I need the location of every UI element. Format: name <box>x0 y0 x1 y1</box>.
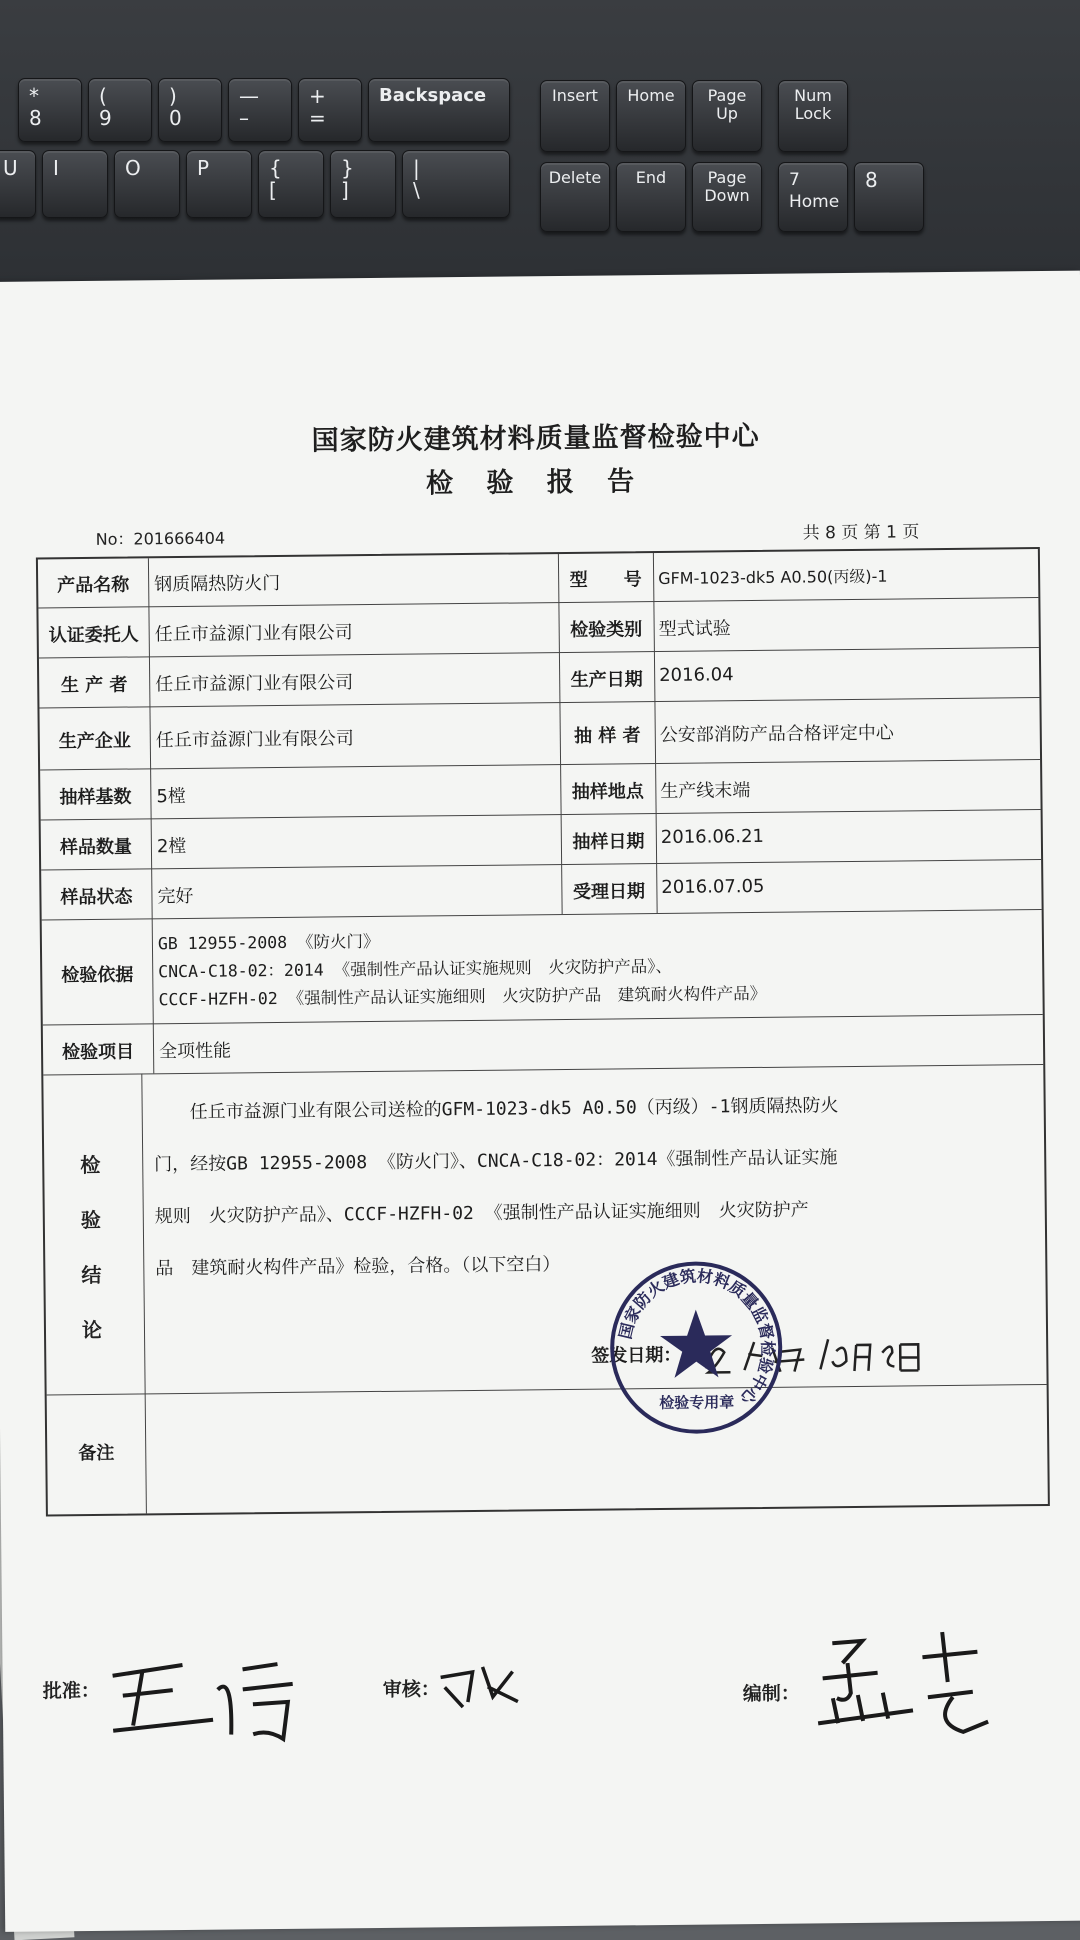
product-name-value: 钢质隔热防火门 <box>154 572 281 596</box>
report-title: 检 验 报 告 <box>425 466 647 500</box>
key-insert[interactable]: Insert <box>540 80 610 152</box>
approve-signature <box>102 1634 323 1746</box>
compile-label: 编制： <box>742 1682 800 1706</box>
prod-date-value: 2016.04 <box>659 664 734 686</box>
factory-value: 任丘市益源门业有限公司 <box>155 728 354 752</box>
key-home[interactable]: Home <box>616 80 686 152</box>
key-i[interactable]: I <box>42 150 108 218</box>
key-p[interactable]: P <box>186 150 252 218</box>
sample-place-value: 生产线末端 <box>660 780 751 802</box>
items-label: 检验项目 <box>61 1041 135 1064</box>
sample-state-value: 完好 <box>157 885 194 908</box>
inspection-report-paper <box>0 271 1080 1932</box>
sample-qty-value: 2樘 <box>156 835 187 858</box>
review-signature <box>432 1656 523 1717</box>
key-delete[interactable]: Delete <box>540 162 610 232</box>
page-info: 共 8 页 第 1 页 <box>802 522 920 544</box>
sample-place-label: 抽样地点 <box>571 781 644 803</box>
key-plus[interactable]: + = <box>298 78 362 142</box>
key-pipe[interactable]: | \ <box>402 150 510 218</box>
product-name-label: 产品名称 <box>57 574 130 597</box>
key-8[interactable]: * 8 <box>18 78 82 142</box>
key-9[interactable]: ( 9 <box>88 78 152 142</box>
keyboard <box>0 0 1080 310</box>
model-label: 型 号 <box>569 569 642 591</box>
remarks-label: 备注 <box>78 1442 115 1465</box>
svg-text:国家防火建筑材料质量监督检验中心: 国家防火建筑材料质量监督检验中心 <box>615 1266 778 1409</box>
conclusion-label-char-4: 论 <box>81 1317 103 1343</box>
conclusion-label-char-3: 结 <box>81 1262 102 1288</box>
producer-label: 生 产 者 <box>60 674 128 697</box>
prod-date-label: 生产日期 <box>570 669 643 691</box>
sample-date-value: 2016.06.21 <box>660 825 765 848</box>
key-o[interactable]: O <box>114 150 180 218</box>
basis-line-1: GB 12955-2008 《防火门》 <box>157 931 380 954</box>
sample-date-label: 抽样日期 <box>572 831 645 853</box>
key-end[interactable]: End <box>616 162 686 232</box>
sample-qty-label: 样品数量 <box>59 836 133 859</box>
test-type-value: 型式试验 <box>658 618 731 640</box>
key-page-up[interactable]: Page Up <box>692 80 762 152</box>
accept-date-value: 2016.07.05 <box>661 875 765 898</box>
key-left-brace[interactable]: { [ <box>258 150 324 218</box>
sample-base-label: 抽样基数 <box>59 786 132 809</box>
key-numpad-8[interactable]: 8 <box>854 162 924 232</box>
basis-line-3: CCCF-HZFH-02 《强制性产品认证实施细则 火灾防护产品 建筑耐火构件产品》 <box>158 983 767 1010</box>
key-page-down[interactable]: Page Down <box>692 162 762 232</box>
conclusion-line-3: 规则 火灾防护产品》、CCCF-HZFH-02 《强制性产品认证实施细则 火灾防护产 <box>154 1199 809 1228</box>
items-value: 全项性能 <box>158 1040 232 1063</box>
sampler-value: 公安部消防产品合格评定中心 <box>659 722 894 746</box>
sample-state-label: 样品状态 <box>60 886 133 909</box>
conclusion-label-char-2: 验 <box>80 1207 101 1233</box>
report-table <box>36 547 1050 1516</box>
accept-date-label: 受理日期 <box>572 881 646 903</box>
client-label: 认证委托人 <box>48 624 139 647</box>
key-0[interactable]: ) 0 <box>158 78 222 142</box>
conclusion-label-char-1: 检 <box>80 1152 101 1178</box>
center-name: 国家防火建筑材料质量监督检验中心 <box>311 420 760 457</box>
key-minus[interactable]: — – <box>228 78 292 142</box>
conclusion-line-1: 任丘市益源门业有限公司送检的GFM-1023-dk5 A0.50（丙级）-1钢质隔热防火 <box>153 1095 839 1124</box>
producer-value: 任丘市益源门业有限公司 <box>155 672 354 696</box>
test-type-label: 检验类别 <box>570 619 643 641</box>
approve-label: 批准： <box>42 1679 100 1703</box>
model-value: GFM-1023-dk5 A0.50(丙级)-1 <box>658 566 888 588</box>
review-label: 审核： <box>382 1678 440 1701</box>
key-u[interactable]: U <box>0 150 36 218</box>
conclusion-line-2: 门，经按GB 12955-2008 《防火门》、CNCA-C18-02：2014《强制性产品认证实施 <box>154 1147 838 1176</box>
sample-base-value: 5樘 <box>156 785 186 808</box>
inspection-seal-stamp <box>605 1257 787 1439</box>
key-num-lock[interactable]: Num Lock <box>778 80 848 152</box>
key-numpad-7[interactable]: 7 Home <box>778 162 848 232</box>
client-value: 任丘市益源门业有限公司 <box>154 622 353 646</box>
svg-text:检验专用章: 检验专用章 <box>659 1393 735 1413</box>
basis-label: 检验依据 <box>61 964 134 987</box>
sampler-label: 抽 样 者 <box>573 725 641 747</box>
issue-date-label: 签发日期： <box>591 1344 682 1367</box>
key-right-brace[interactable]: } ] <box>330 150 396 218</box>
conclusion-line-4: 品 建筑耐火构件产品》检验，合格。（以下空白） <box>155 1254 561 1280</box>
doc-number: No：201666404 <box>95 528 226 549</box>
key-backspace[interactable]: Backspace <box>368 78 510 142</box>
compile-signature <box>802 1621 1023 1753</box>
factory-label: 生产企业 <box>58 730 131 753</box>
basis-line-2: CNCA-C18-02：2014 《强制性产品认证实施规则 火灾防护产品》、 <box>158 956 673 982</box>
